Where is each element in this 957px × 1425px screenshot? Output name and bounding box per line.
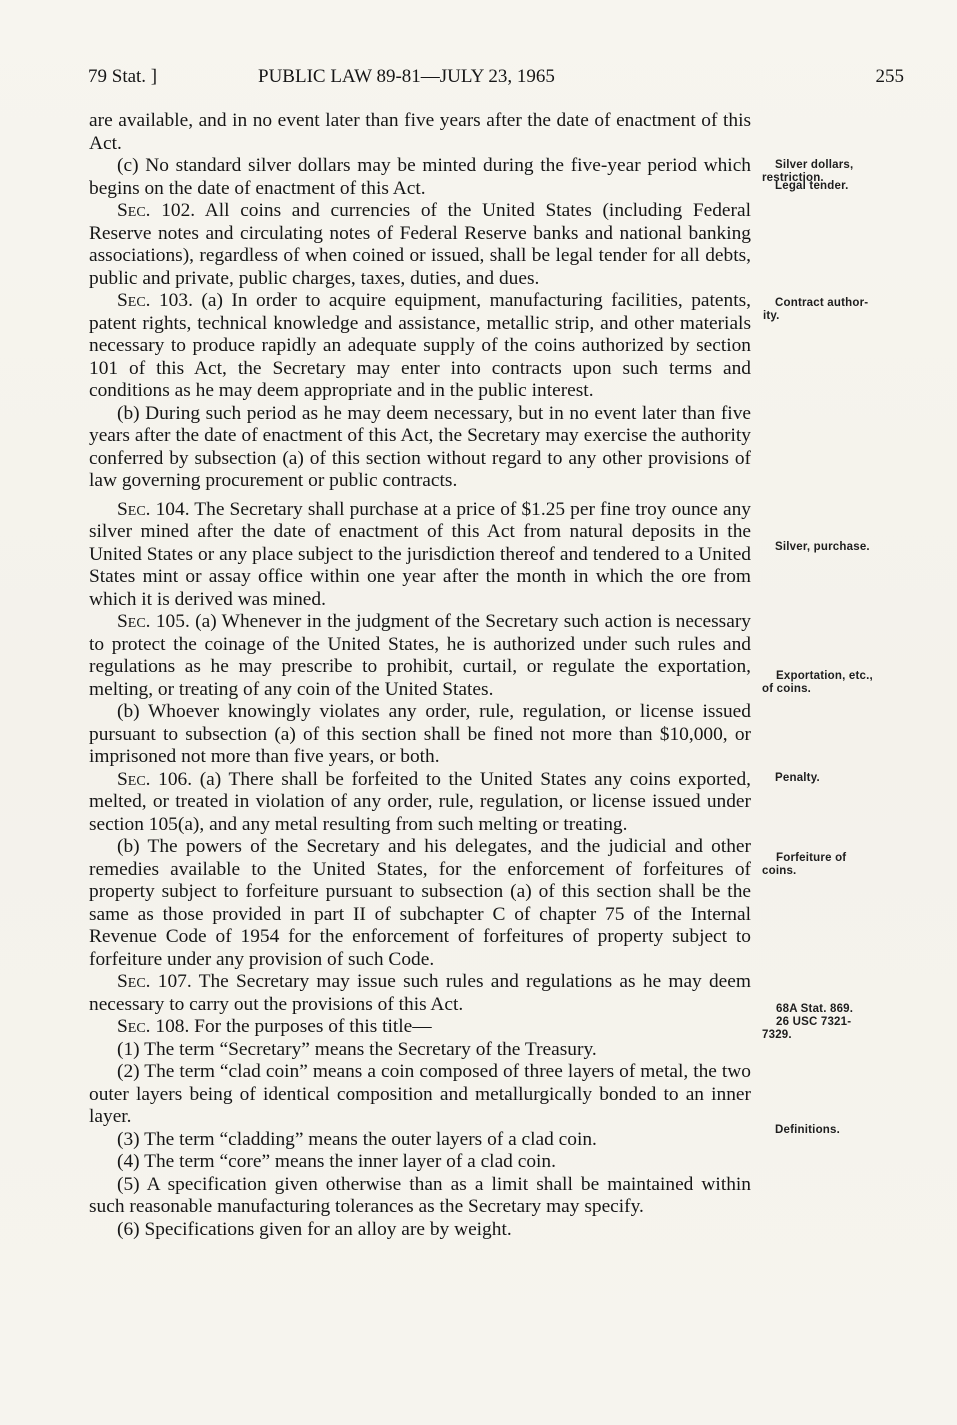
paragraph: Sec. 105. (a) Whenever in the judgment of the Secretary such action is necessary to protect the coinage of the United States, he is authorized under such rules and regulations as he may prescribe to prohibit, curtail, or regulate the exportation, melting, or treating of any coin of the United States.: [89, 611, 751, 700]
paragraph: (c) No standard silver dollars may be minted during the five-year period which begins on the date of enactment of this Act.: [89, 155, 751, 199]
paragraph: Sec. 103. (a) In order to acquire equipment, manufacturing facilities, patents, patent rights, technical knowledge and assistance, metallic strip, and other materials necessary to produce rapidly an adequate supply of the coins authorized by section 101 of this Act, the Secretary may enter into contracts upon such terms and conditions as he may deem appropriate and in the public interest.: [89, 290, 751, 401]
margin-note-silver-dollars: Silver dollars, restriction.: [762, 159, 854, 184]
definition-item: (1) The term “Secretary” means the Secretary of the Treasury.: [117, 1038, 597, 1060]
margin-note-definitions: Definitions.: [775, 1124, 841, 1136]
section-number: Sec. 105.: [117, 611, 190, 632]
page-number: 255: [875, 66, 904, 87]
header-title: PUBLIC LAW 89-81—JULY 23, 1965: [258, 66, 555, 87]
paragraph: are available, and in no event later than five years after the date of enactment of this Act.: [89, 110, 751, 154]
statute-body: [89, 110, 751, 1241]
margin-note-citation: 68A Stat. 869. 26 USC 7321- 7329.: [762, 1003, 854, 1041]
paragraph: Sec. 107. The Secretary may issue such rules and regulations as he may deem necessary to carry out the provisions of this Act.: [89, 971, 751, 1015]
margin-note-exportation: Exportation, etc., of coins.: [762, 670, 873, 695]
paragraph: Sec. 106. (a) There shall be forfeited to the United States any coins exported, melted, or treated in violation of any order, rule, regulation, or license issued under section 105(a), and any metal resulting from such melting or treating.: [89, 768, 751, 835]
section-number: Sec. 106.: [117, 768, 193, 790]
paragraph: Sec. 102. All coins and currencies of the United States (including Federal Reserve notes and circulating notes of Federal Reserve banks and national banking associations), regardless of when coined or issued, shall be legal tender for all debts, public and private, public charges, taxes, duties, and dues.: [89, 200, 751, 289]
definition-item: (3) The term “cladding” means the outer layers of a clad coin.: [117, 1128, 597, 1150]
section-number: Sec. 104.: [117, 498, 190, 520]
margin-note-penalty: Penalty.: [775, 772, 820, 784]
margin-note-contract-authority: Contract author- ity.: [763, 297, 869, 322]
section-number: Sec. 103.: [117, 290, 193, 311]
definition-item: (4) The term “core” means the inner layer of a clad coin.: [117, 1151, 556, 1172]
header-volume: 79 Stat. ]: [88, 66, 158, 87]
section-number: Sec. 107.: [117, 971, 192, 992]
margin-note-legal-tender: Legal tender.: [775, 180, 849, 192]
definition-item: (6) Specifications given for an alloy are by weight.: [117, 1218, 512, 1240]
running-header: [88, 66, 904, 92]
definition-item: (5) A specification given otherwise than as a limit shall be maintained within such reasonable manufacturing tolerances as the Secretary may specify.: [89, 1173, 751, 1217]
section-number: Sec. 108.: [117, 1016, 190, 1037]
section-number: Sec. 102.: [117, 200, 196, 221]
paragraph: Sec. 108. For the purposes of this title—: [117, 1016, 432, 1037]
paragraph: Sec. 104. The Secretary shall purchase at a price of $1.25 per fine troy ounce any silver mined after the date of enactment of this Act from natural deposits in the United States or any place subject to the jurisdiction thereof and tendered to a United States mint or assay office within one year after the month in which the ore from which it is derived was mined.: [89, 498, 751, 610]
margin-note-silver-purchase: Silver, purchase.: [775, 541, 870, 553]
paragraph: (b) Whoever knowingly violates any order, rule, regulation, or license issued pursuant to subsection (a) of this section shall be fined not more than $10,000, or imprisoned not more than five years, or both.: [89, 701, 751, 767]
definition-item: (2) The term “clad coin” means a coin composed of three layers of metal, the two outer layers being of identical composition and metallurgically bonded to an inner layer.: [89, 1061, 751, 1127]
paragraph: (b) During such period as he may deem necessary, but in no event later than five years after the date of enactment of this Act, the Secretary may exercise the authority conferred by subsection (a) of this section without regard to any other provisions of law governing procurement or public contracts.: [89, 402, 751, 491]
margin-note-forfeiture: Forfeiture of coins.: [762, 852, 847, 877]
paragraph: (b) The powers of the Secretary and his delegates, and the judicial and other remedies available to the United States, for the enforcement of forfeitures of property subject to forfeiture pursuant to subsection (a) of this section shall be the same as those provided in part II of subchapter C of chapter 75 of the Internal Revenue Code of 1954 for the enforcement of forfeitures of property subject to forfeiture under any provision of such Code.: [89, 836, 751, 970]
